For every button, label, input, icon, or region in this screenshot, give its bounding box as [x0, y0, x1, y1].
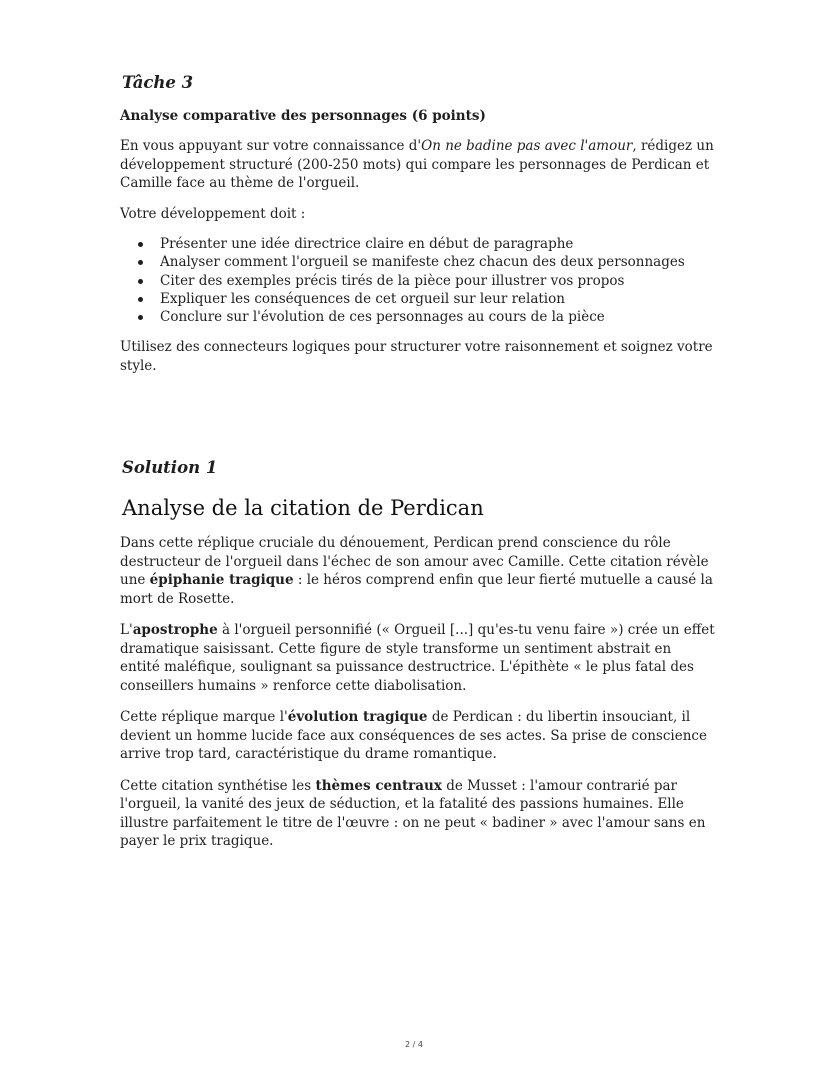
bullet-icon — [138, 260, 143, 265]
paragraph-text: à l'orgueil personnifié (« Orgueil [...] qu'es-tu venu faire ») crée un effet dramatique saisissant. Cette figure de style transforme un sentiment abstrait en entité maléfique, soulignant sa puissance destructrice. L'épithète « le plus fatal des conseillers humains » renforce cette diabolisation. — [120, 622, 715, 694]
key-term: apostrophe — [132, 622, 218, 639]
list-item-text: Conclure sur l'évolution de ces personnages au cours de la pièce — [160, 309, 605, 326]
paragraph-text: Cette réplique marque l' — [120, 709, 288, 726]
task-subheading: Analyse comparative des personnages (6 points) — [120, 108, 486, 124]
bullet-icon — [138, 315, 143, 320]
list-item-text: Présenter une idée directrice claire en début de paragraphe — [160, 236, 574, 252]
bullet-icon — [138, 279, 143, 284]
page-content — [120, 70, 715, 851]
key-term: épiphanie tragique — [149, 572, 294, 589]
key-term: évolution tragique — [287, 709, 428, 726]
solution-paragraph-2 — [120, 621, 715, 695]
list-item-text: Expliquer les conséquences de cet orgueil sur leur relation — [160, 290, 565, 307]
requirements-list — [120, 235, 715, 326]
paragraph-text: de Musset : l'amour contrarié par l'orgueil, la vanité des jeux de séduction, et la fatalité des passions humaines. Elle illustre parfaitement le titre de l'œuvre : on ne peut « badiner » avec l'amour sans en payer le prix tragique. — [120, 777, 706, 850]
work-title: On ne badine pas avec l'amour — [421, 138, 633, 154]
list-item — [160, 253, 715, 271]
task-intro — [120, 137, 715, 193]
intro-text-after: , rédigez un développement structuré (200-250 mots) qui compare les personnages de Perdican et Camille face au thème de l'orgueil. — [120, 138, 714, 191]
solution-paragraph-3 — [120, 708, 715, 764]
paragraph-text: Dans cette réplique cruciale du dénouement, Perdican prend conscience du rôle destructeur de l'orgueil dans l'échec de son amour avec Camille. Cette citation révèle une — [120, 535, 709, 589]
requirement-lead: Votre développement doit : — [120, 205, 306, 222]
task-closing: Utilisez des connecteurs logiques pour structurer votre raisonnement et soignez votre style. — [120, 339, 713, 374]
solution-paragraph-1 — [120, 534, 715, 608]
intro-text-before: En vous appuyant sur votre connaissance d' — [120, 138, 422, 154]
list-item — [160, 290, 715, 308]
paragraph-text: Cette citation synthétise les — [120, 777, 316, 794]
list-item-text: Citer des exemples précis tirés de la pièce pour illustrer vos propos — [160, 272, 625, 289]
paragraph-text: L' — [120, 622, 133, 639]
task-title: Tâche 3 — [122, 73, 194, 92]
list-item — [160, 272, 715, 290]
list-item — [160, 308, 715, 326]
list-item — [160, 235, 715, 253]
bullet-icon — [138, 297, 143, 302]
list-item-text: Analyser comment l'orgueil se manifeste chez chacun des deux personnages — [160, 254, 685, 271]
solution-label: Solution 1 — [122, 458, 218, 478]
solution-paragraph-4 — [120, 777, 715, 851]
bullet-icon — [138, 242, 143, 247]
solution-title: Analyse de la citation de Perdican — [122, 496, 484, 521]
key-term: thèmes centraux — [315, 777, 442, 794]
paragraph-text: de Perdican : du libertin insouciant, il devient un homme lucide face aux conséquences de ses actes. Sa prise de conscience arrive trop tard, caractéristique du drame romantique. — [120, 709, 707, 763]
paragraph-text: : le héros comprend enfin que leur fierté mutuelle a causé la mort de Rosette. — [120, 572, 713, 607]
page-number: 2 / 4 — [405, 1040, 423, 1049]
